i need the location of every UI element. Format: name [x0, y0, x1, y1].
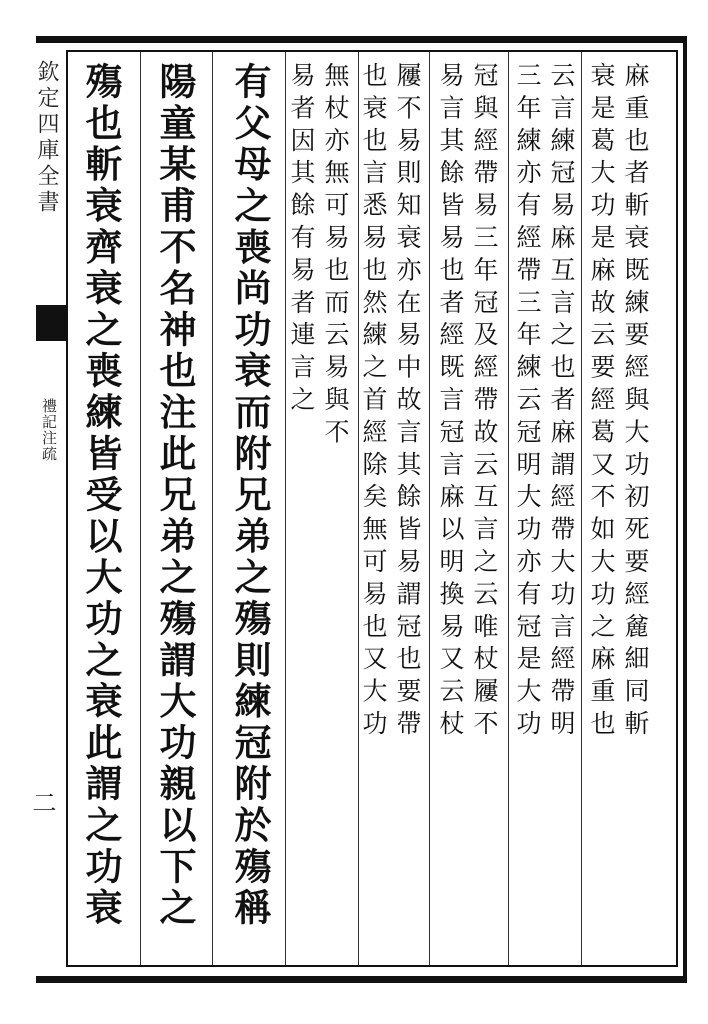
fish-tail-mark [36, 305, 66, 341]
inner-rule-top [66, 50, 678, 52]
column-rule [429, 52, 430, 965]
commentary-column: 無杖亦無可易也而云易與不 [321, 62, 350, 451]
column-rule [212, 52, 213, 965]
commentary-column: 三年練亦有經帶三年練云冠明大功亦有冠是大功 [513, 62, 542, 743]
margin-page-number: 二 [28, 790, 56, 814]
page-border-right [683, 36, 687, 983]
inner-rule-bottom [66, 965, 678, 967]
commentary-column: 云言練冠易麻互言之也者麻謂經帶大功言經帶明 [547, 62, 576, 743]
column-rule [140, 52, 141, 965]
main-text-column: 陽童某甫不名神也注此兄弟之殤謂大功親以下之 [153, 62, 197, 930]
margin-series-title: 欽定四庫全書 [34, 60, 59, 216]
commentary-column: 衰是葛大功是麻故云要經葛又不如大功之麻重也 [587, 62, 616, 743]
commentary-column: 麻重也者斬衰既練要經與大功初死要經麄細同斬 [621, 62, 650, 743]
inner-rule-left [66, 50, 68, 967]
main-text-column: 殤也斬衰齊衰之喪練皆受以大功之衰此謂之功衰 [79, 62, 123, 930]
commentary-column: 也衰也言悉易也然練之首經除矣無可易也又大功 [359, 62, 388, 743]
commentary-column: 屨不易則知衰亦在易中故言其餘皆易謂冠也要帶 [393, 62, 422, 743]
inner-rule-right [676, 50, 678, 967]
commentary-column: 易言其餘皆易也者經既言冠言麻以明換易又云杖 [436, 62, 465, 743]
commentary-column: 易者因其餘有易者連言之 [287, 62, 316, 419]
page-border-bottom [36, 976, 686, 983]
margin-book-title: 禮記注疏 [40, 398, 58, 462]
main-text-column: 有父母之喪尚功衰而附兄弟之殤則練冠附於殤稱 [228, 62, 272, 930]
page-border-top [36, 36, 686, 43]
column-rule [581, 52, 582, 965]
commentary-column: 冠與經帶易三年冠及經帶故云互言之云唯杖屨不 [470, 62, 499, 743]
column-rule [508, 52, 509, 965]
